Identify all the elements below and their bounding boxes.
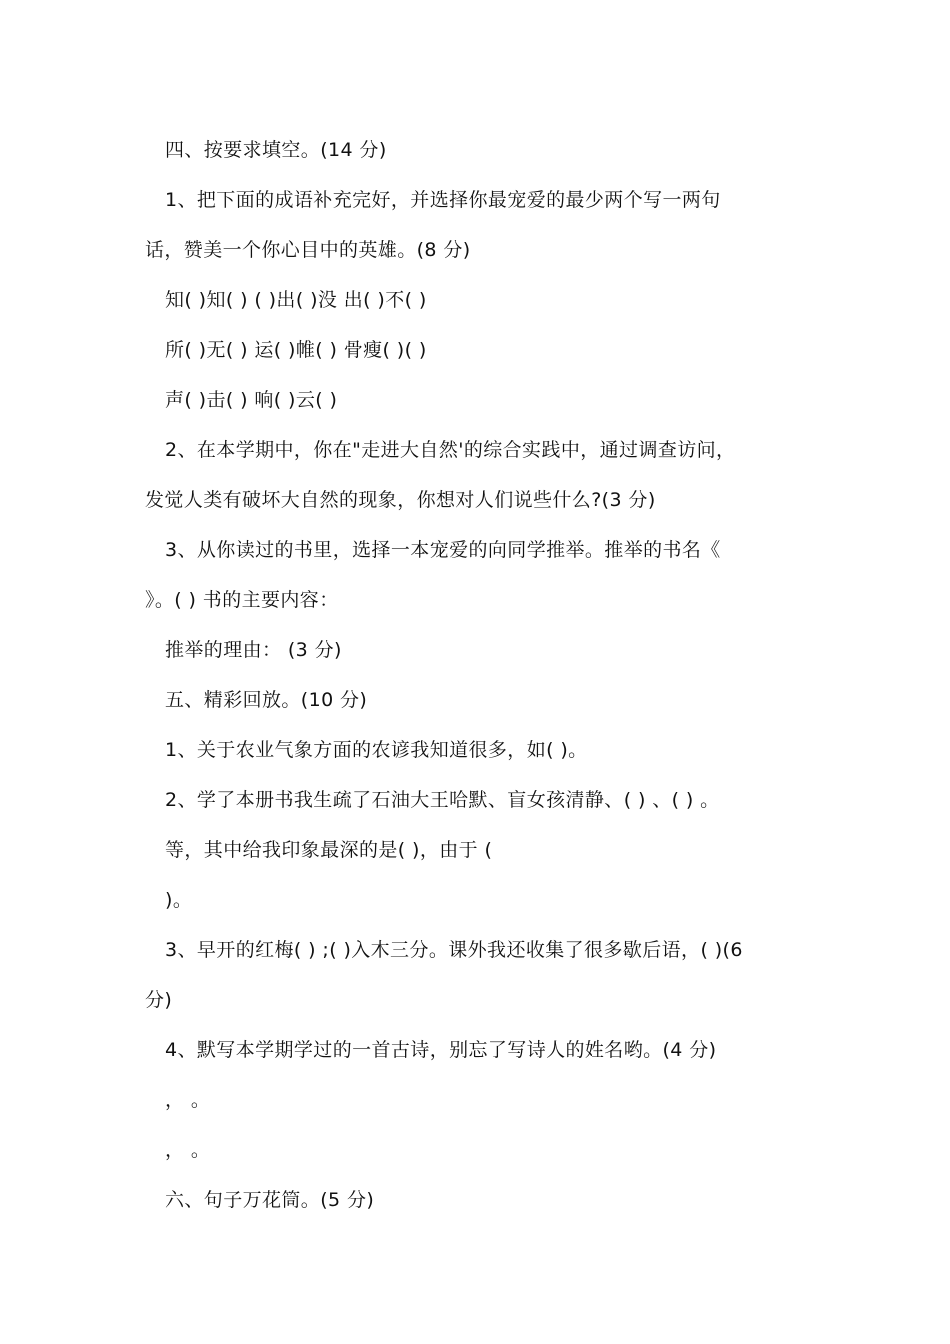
question-4-1-line-1: 1、把下面的成语补充完好，并选择你最宠爱的最少两个写一两句	[165, 189, 721, 211]
question-4-2-line-1: 2、在本学期中，你在"走进大自然'的综合实践中，通过调查访问，	[165, 439, 736, 461]
question-5-2-line-1: 2、学了本册书我生疏了石油大王哈默、盲女孩清静、( ) 、( ) 。	[165, 789, 720, 811]
question-4-1-line-2: 话，赞美一个你心目中的英雄。(8 分)	[145, 239, 471, 261]
poem-line-2: ， 。	[165, 1139, 211, 1161]
question-5-2-line-2: 等，其中给我印象最深的是( )，由于 (	[165, 839, 493, 861]
question-5-3-line-1: 3、早开的红梅( ) ;( )入木三分。课外我还收集了很多歇后语，( )(6	[165, 939, 743, 961]
question-5-1: 1、关于农业气象方面的农谚我知道很多，如( )。	[165, 739, 588, 761]
idiom-row-2: 所( )无( ) 运( )帷( ) 骨瘦( )( )	[165, 339, 427, 361]
idiom-row-3: 声( )击( ) 响( )云( )	[165, 389, 338, 411]
question-4-3-line-1: 3、从你读过的书里，选择一本宠爱的向同学推举。推举的书名《	[165, 539, 721, 561]
question-5-4: 4、默写本学期学过的一首古诗，别忘了写诗人的姓名哟。(4 分)	[165, 1039, 717, 1061]
section-four-heading: 四、按要求填空。(14 分)	[165, 139, 387, 161]
question-4-2-line-2: 发觉人类有破坏大自然的现象，你想对人们说些什么?(3 分)	[145, 489, 656, 511]
poem-line-1: ， 。	[165, 1089, 211, 1111]
question-5-3-line-2: 分)	[145, 989, 173, 1011]
question-4-3-line-3: 推举的理由： (3 分)	[165, 639, 342, 661]
question-5-2-line-3: )。	[165, 889, 193, 911]
question-4-3-line-2: 》。( ) 书的主要内容：	[145, 589, 339, 611]
section-six-heading: 六、句子万花筒。(5 分)	[165, 1189, 375, 1211]
section-five-heading: 五、精彩回放。(10 分)	[165, 689, 368, 711]
idiom-row-1: 知( )知( ) ( )出( )没 出( )不( )	[165, 289, 427, 311]
